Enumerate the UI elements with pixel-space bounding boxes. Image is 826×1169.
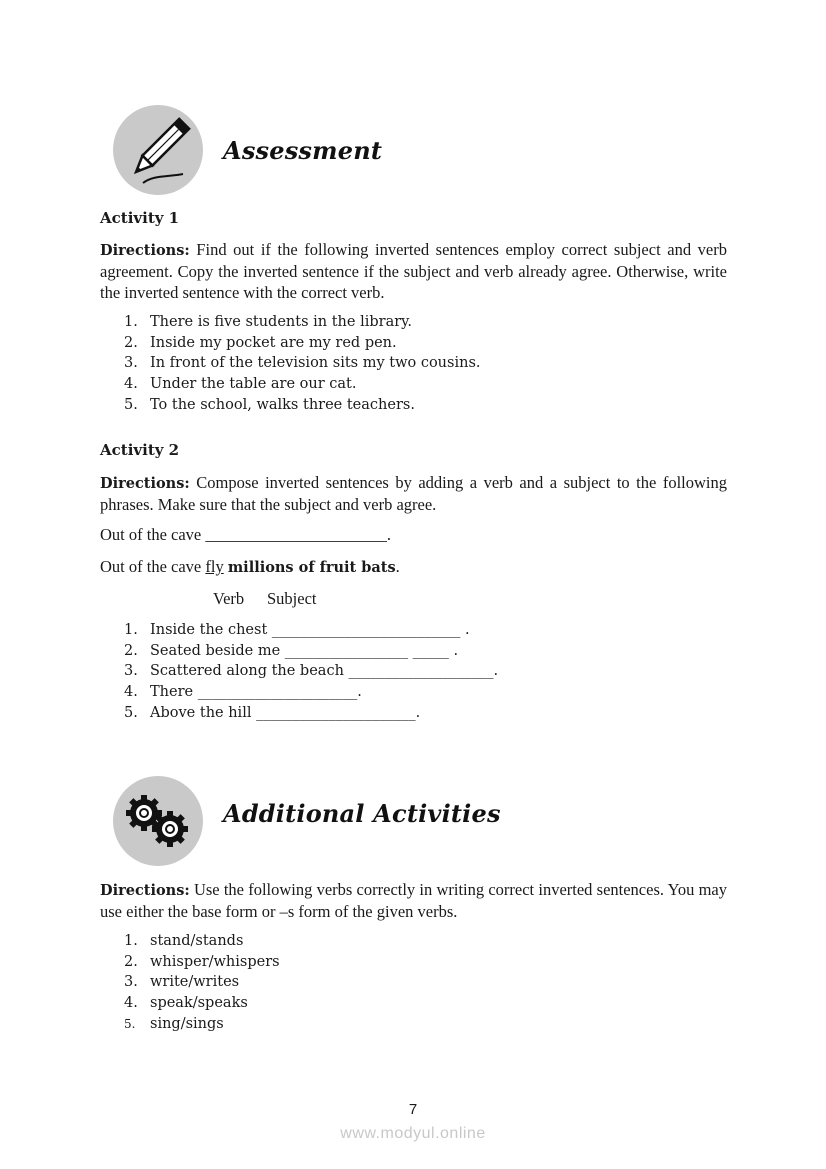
- additional-activities-title: Additional Activities: [223, 799, 501, 828]
- list-item: [124, 620, 498, 641]
- item-number: 3.: [124, 974, 138, 991]
- example-answer: [100, 557, 400, 577]
- list-item: [124, 312, 481, 333]
- list-item: [124, 374, 481, 395]
- directions-label: Directions:: [100, 475, 190, 492]
- list-item: [124, 931, 280, 952]
- example-prefix: Out of the cave: [100, 557, 206, 576]
- activity-2-directions: [100, 472, 727, 515]
- list-item: [124, 993, 280, 1014]
- activity-2-list: [124, 620, 498, 724]
- item-number: 1.: [124, 622, 138, 638]
- item-text: To the school, walks three teachers.: [150, 396, 415, 413]
- list-item: [124, 703, 498, 724]
- item-text: There ______________________.: [150, 684, 362, 701]
- additional-list: [124, 931, 280, 1035]
- item-number: 2.: [124, 953, 138, 970]
- item-number: 1.: [124, 314, 138, 330]
- subject-label: Subject: [267, 589, 317, 608]
- item-text: There is five students in the library.: [150, 314, 413, 330]
- item-text: Inside the chest __________________________ .: [150, 622, 470, 638]
- item-text: In front of the television sits my two cousins.: [150, 355, 481, 372]
- activity-1-directions: [100, 239, 727, 303]
- assessment-title: Assessment: [223, 136, 383, 165]
- directions-text: Compose inverted sentences by adding a verb and a subject to the following phrases. Make sure that the subject and verb agree.: [100, 473, 727, 514]
- item-text: sing/sings: [150, 1015, 224, 1032]
- item-text: speak/speaks: [150, 995, 248, 1012]
- directions-text: Find out if the following inverted sentences employ correct subject and verb agreement. Copy the inverted sentence if the subject and verb already agree. Otherwise, write the inverted sentence with the correct verb.: [100, 240, 727, 302]
- list-item: [124, 682, 498, 703]
- verb-label: Verb: [213, 589, 245, 608]
- list-item: [124, 333, 481, 354]
- directions-label: Directions:: [100, 242, 190, 259]
- additional-icon-circle: [113, 776, 203, 866]
- list-item: [124, 641, 498, 662]
- example-subject: millions of fruit bats: [227, 559, 396, 576]
- activity-2-heading: Activity 2: [100, 441, 180, 459]
- item-number: 2.: [124, 334, 138, 351]
- example-end: .: [395, 557, 400, 576]
- list-item: [124, 395, 481, 416]
- item-text: Under the table are our cat.: [150, 376, 357, 393]
- item-text: Scattered along the beach ____________________.: [150, 663, 499, 680]
- list-item: [124, 661, 498, 682]
- page-number: 7: [408, 1101, 418, 1118]
- directions-label: Directions:: [100, 882, 190, 899]
- pencil-icon: [113, 105, 203, 195]
- assessment-icon-circle: [113, 105, 203, 195]
- list-item: [124, 353, 481, 374]
- item-text: stand/stands: [150, 933, 244, 949]
- list-item: [124, 972, 280, 993]
- item-text: Inside my pocket are my red pen.: [150, 334, 397, 351]
- item-text: write/writes: [150, 974, 240, 991]
- activity-1-list: [124, 312, 481, 416]
- item-number: 2.: [124, 642, 138, 659]
- item-number: 5.: [124, 396, 138, 413]
- example-verb: fly: [205, 557, 224, 576]
- item-number: 4.: [124, 684, 138, 701]
- item-number: 1.: [124, 933, 138, 949]
- item-number: 3.: [124, 663, 138, 680]
- item-number: 4.: [124, 376, 138, 393]
- gears-icon: [113, 776, 203, 866]
- item-text: Above the hill ______________________.: [150, 704, 421, 721]
- item-number: 5.: [124, 704, 138, 721]
- list-item: [124, 952, 280, 973]
- list-item: [124, 1014, 280, 1035]
- activity-1-heading: Activity 1: [100, 209, 180, 227]
- watermark: www.modyul.online: [340, 1125, 486, 1142]
- item-number: 3.: [124, 355, 138, 372]
- item-text: whisper/whispers: [150, 953, 280, 970]
- directions-text: Use the following verbs correctly in writing correct inverted sentences. You may use either the base form or –s form of the given verbs.: [100, 880, 727, 921]
- additional-directions: [100, 879, 727, 922]
- example-prompt: Out of the cave ______________________.: [100, 525, 391, 544]
- item-number: 5.: [124, 1016, 136, 1031]
- item-number: 4.: [124, 995, 138, 1012]
- item-text: Seated beside me _________________ _____ .: [150, 642, 459, 659]
